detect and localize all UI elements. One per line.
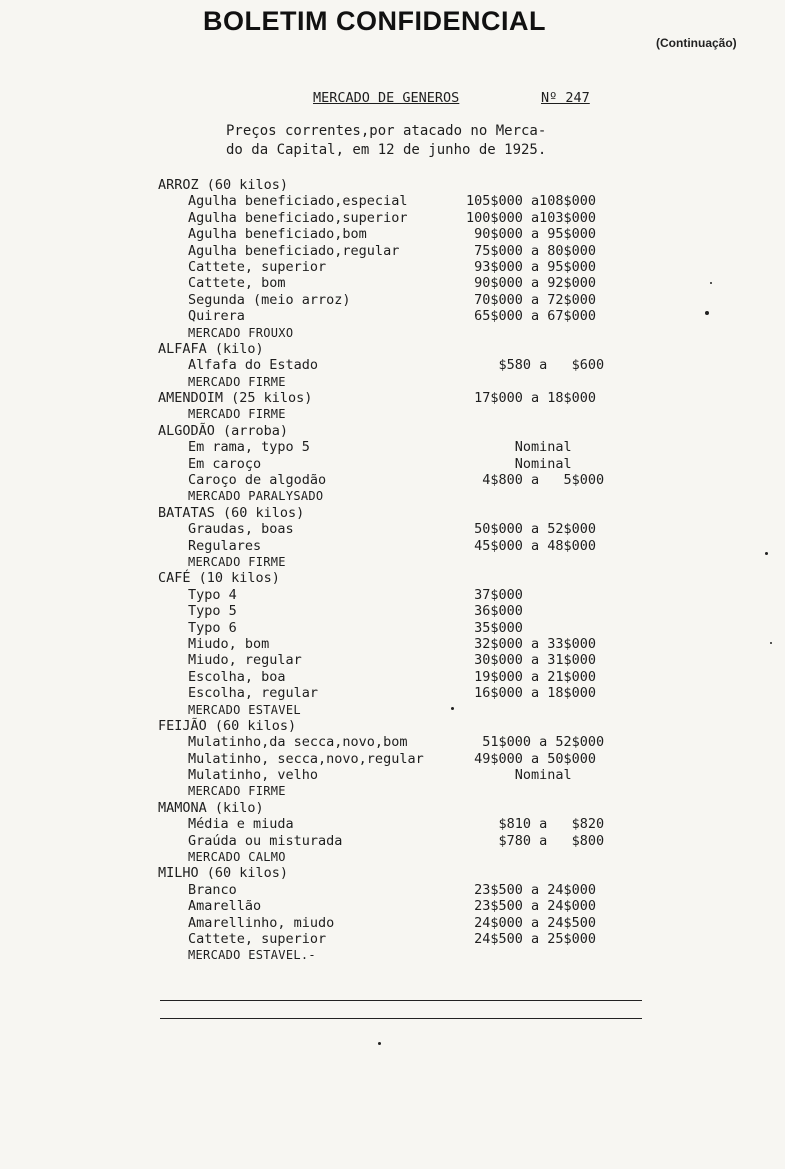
price-range: 16$000 a 18$000 [466,685,597,702]
market-status: MERCADO ESTAVEL [188,702,301,717]
price-range: 23$500 a 24$000 [466,881,597,898]
item-row [0,931,785,947]
item-label: Caroço de algodão [188,472,327,489]
item-label: Graudas, boas [188,521,294,538]
item-label: Agulha beneficiado,especial [188,193,408,210]
price-range: Nominal [466,455,572,472]
item-row [0,259,785,275]
item-label: Typo 4 [188,586,237,603]
item-row [0,193,785,209]
market-status-row [0,554,785,570]
item-label: Em rama, typo 5 [188,439,310,456]
price-range: 36$000 [466,603,523,620]
item-label: Cattete, superior [188,258,327,275]
category-row [0,177,785,193]
item-row [0,357,785,373]
item-label: Agulha beneficiado,bom [188,226,367,243]
item-row [0,685,785,701]
price-range: 24$000 a 24$500 [466,914,597,931]
category-name: CAFÉ (10 kilos) [158,570,280,587]
scan-speck [770,642,772,644]
market-status: MERCADO CALMO [188,850,286,865]
item-row [0,308,785,324]
item-label: Segunda (meio arroz) [188,291,351,308]
intro-line: do da Capital, em 12 de junho de 1925. [226,142,547,158]
market-status-row [0,488,785,504]
item-label: Branco [188,881,237,898]
price-range: 105$000 a108$000 [466,193,597,210]
market-status-row [0,406,785,422]
header-subtitle: (Continuação) [656,36,737,50]
bulletin-number: Nº 247 [541,90,590,106]
price-range: 51$000 a 52$000 [466,734,605,751]
market-status: MERCADO FROUXO [188,325,294,340]
price-range: 17$000 a 18$000 [466,390,597,407]
price-range: 90$000 a 95$000 [466,226,597,243]
scan-speck [451,707,454,710]
item-row [0,636,785,652]
item-label: Amarellinho, miudo [188,914,335,931]
item-label: Amarellão [188,898,262,915]
market-status: MERCADO FIRME [188,374,286,389]
item-row [0,521,785,537]
item-label: Em caroço [188,455,262,472]
scan-speck [710,282,712,284]
market-status-row [0,374,785,390]
scan-speck [765,552,768,555]
item-label: Regulares [188,537,262,554]
item-row [0,652,785,668]
price-range: 37$000 [466,586,523,603]
market-status: MERCADO ESTAVEL.- [188,948,316,963]
item-label: Miudo, bom [188,635,270,652]
item-row [0,292,785,308]
item-row [0,833,785,849]
category-row [0,718,785,734]
item-row [0,915,785,931]
intro-text [226,122,546,160]
item-label: Média e miuda [188,816,294,833]
market-status: MERCADO FIRME [188,784,286,799]
item-label: Quirera [188,308,245,325]
category-row [0,800,785,816]
price-range: 30$000 a 31$000 [466,652,597,669]
price-range: $810 a $820 [466,816,605,833]
item-row [0,620,785,636]
item-row [0,734,785,750]
item-row [0,226,785,242]
price-range: 70$000 a 72$000 [466,291,597,308]
market-status-row [0,849,785,865]
price-range: Nominal [466,767,572,784]
item-label: Alfafa do Estado [188,357,319,374]
divider-line [160,1000,642,1001]
item-label: Escolha, boa [188,668,286,685]
item-row [0,767,785,783]
category-name: MAMONA (kilo) [158,799,264,816]
item-row [0,275,785,291]
category-name: AMENDOIM (25 kilos) [158,390,313,407]
item-row [0,472,785,488]
market-status: MERCADO FIRME [188,554,286,569]
item-row [0,243,785,259]
item-row [0,456,785,472]
divider-line [160,1018,642,1019]
price-range: 49$000 a 50$000 [466,750,597,767]
item-row [0,669,785,685]
price-range: 45$000 a 48$000 [466,537,597,554]
category-row [0,423,785,439]
price-range: 50$000 a 52$000 [466,521,597,538]
price-range: $580 a $600 [466,357,605,374]
item-label: Typo 5 [188,603,237,620]
item-label: Cattete, bom [188,275,286,292]
category-row [0,505,785,521]
category-name: MILHO (60 kilos) [158,865,289,882]
header-title: BOLETIM CONFIDENCIAL [203,6,546,36]
item-row [0,538,785,554]
item-row [0,210,785,226]
item-row [0,816,785,832]
category-row [0,390,785,406]
item-label: Graúda ou misturada [188,832,343,849]
market-status-row [0,947,785,963]
price-range: Nominal [466,439,572,456]
market-status-row [0,325,785,341]
price-range: 32$000 a 33$000 [466,635,597,652]
category-row [0,570,785,586]
price-range: 65$000 a 67$000 [466,308,597,325]
price-range: $780 a $800 [466,832,605,849]
item-label: Mulatinho,da secca,novo,bom [188,734,408,751]
category-name: FEIJÃO (60 kilos) [158,717,297,734]
item-label: Mulatinho, velho [188,767,319,784]
item-label: Cattete, superior [188,930,327,947]
item-row [0,751,785,767]
item-label: Typo 6 [188,619,237,636]
price-range: 23$500 a 24$000 [466,898,597,915]
bulletin-title: MERCADO DE GENEROS [313,90,460,106]
category-row [0,865,785,881]
scan-speck [705,311,709,315]
category-row [0,341,785,357]
item-row [0,439,785,455]
price-range: 100$000 a103$000 [466,209,597,226]
price-range: 35$000 [466,619,523,636]
category-name: ALGODÃO (arroba) [158,422,289,439]
price-range: 24$500 a 25$000 [466,930,597,947]
price-range: 93$000 a 95$000 [466,258,597,275]
market-status-row [0,783,785,799]
intro-line: Preços correntes,por atacado no Merca- [226,123,547,139]
price-range: 75$000 a 80$000 [466,242,597,259]
category-name: ALFAFA (kilo) [158,340,264,357]
item-label: Escolha, regular [188,685,319,702]
item-row [0,882,785,898]
price-listing [0,177,785,964]
price-range: 90$000 a 92$000 [466,275,597,292]
item-label: Agulha beneficiado,superior [188,209,408,226]
market-status-row [0,702,785,718]
category-name: BATATAS (60 kilos) [158,504,305,521]
scan-speck [378,1042,381,1045]
category-name: ARROZ (60 kilos) [158,177,289,193]
price-range: 4$800 a 5$000 [466,472,605,489]
market-status: MERCADO PARALYSADO [188,489,324,504]
item-label: Mulatinho, secca,novo,regular [188,750,424,767]
item-row [0,898,785,914]
item-label: Miudo, regular [188,652,302,669]
item-label: Agulha beneficiado,regular [188,242,400,259]
item-row [0,603,785,619]
market-status: MERCADO FIRME [188,407,286,422]
item-row [0,587,785,603]
price-range: 19$000 a 21$000 [466,668,597,685]
